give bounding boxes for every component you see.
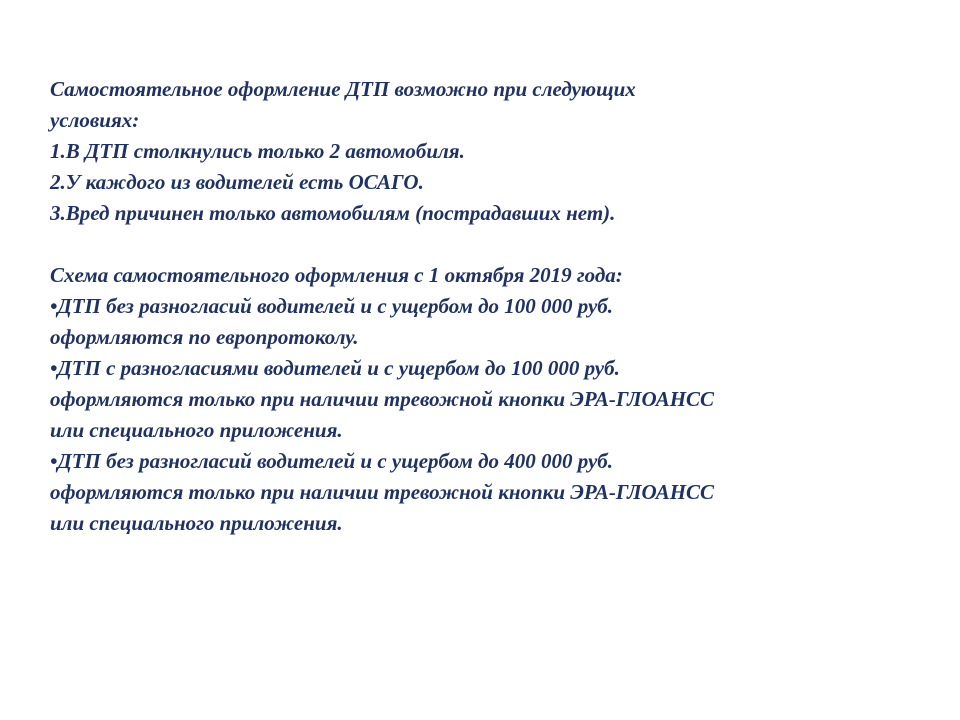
conditions-heading-line-1: Самостоятельное оформление ДТП возможно при следующих — [50, 77, 636, 101]
scheme-bullet-2-line-3: или специального приложения. — [50, 418, 343, 442]
slide-text-block — [50, 74, 910, 539]
scheme-bullet-1-line-1: •ДТП без разногласий водителей и с ущербом до 100 000 руб. — [50, 294, 614, 318]
scheme-bullet-3-line-2: оформляются только при наличии тревожной кнопки ЭРА-ГЛОАНСС — [50, 480, 715, 504]
condition-item-2: 2.У каждого из водителей есть ОСАГО. — [50, 170, 424, 194]
conditions-heading-line-2: условиях: — [50, 108, 140, 132]
scheme-bullet-1-line-2: оформляются по европротоколу. — [50, 325, 359, 349]
scheme-bullet-3-line-3: или специального приложения. — [50, 511, 343, 535]
scheme-bullet-3-line-1: •ДТП без разногласий водителей и с ущербом до 400 000 руб. — [50, 449, 614, 473]
scheme-bullet-2-line-1: •ДТП с разногласиями водителей и с ущербом до 100 000 руб. — [50, 356, 620, 380]
spacer — [50, 229, 910, 260]
condition-item-1: 1.В ДТП столкнулись только 2 автомобиля. — [50, 139, 465, 163]
condition-item-3: 3.Вред причинен только автомобилям (пострадавших нет). — [50, 201, 616, 225]
scheme-bullet-2-line-2: оформляются только при наличии тревожной кнопки ЭРА-ГЛОАНСС — [50, 387, 715, 411]
scheme-heading: Схема самостоятельного оформления с 1 октября 2019 года: — [50, 263, 623, 287]
